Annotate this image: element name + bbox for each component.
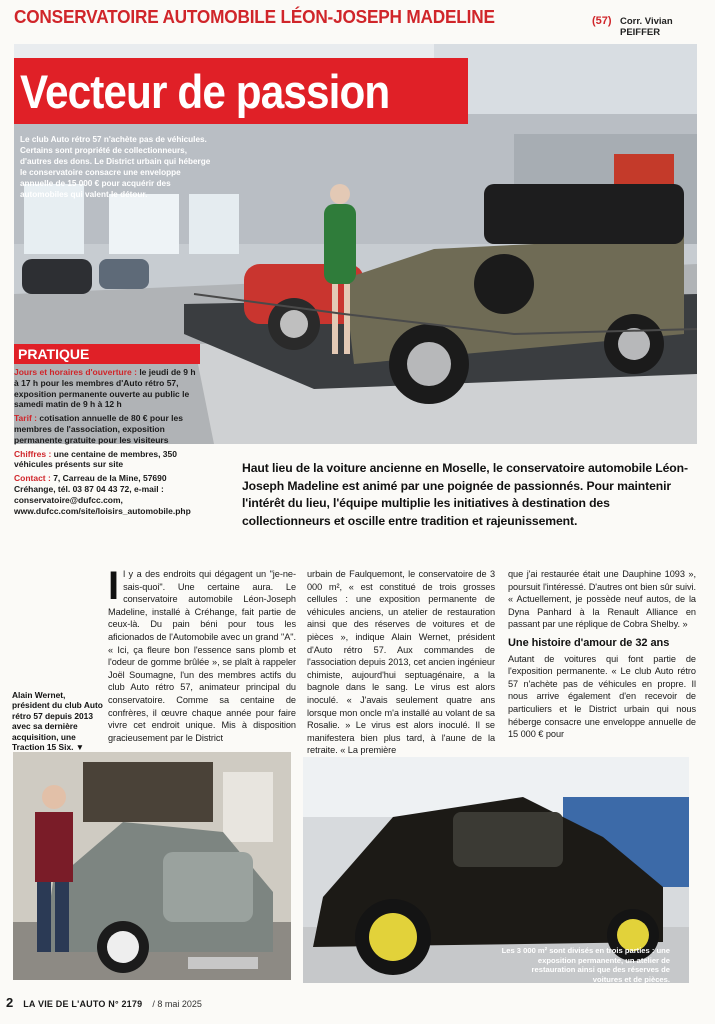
headline: Vecteur de passion: [20, 64, 390, 118]
pratique-label: Tarif :: [14, 413, 37, 424]
headline-banner: [14, 58, 468, 124]
page-header: [14, 6, 704, 38]
magazine-issue: LA VIE DE L'AUTO N° 2179: [23, 999, 143, 1009]
pratique-item-figures: [14, 449, 200, 471]
article-subhead: Une histoire d'amour de 32 ans: [508, 636, 670, 649]
issue-date: / 8 mai 2025: [152, 999, 202, 1009]
article-text: Autant de voitures qui font partie de l'exposition permanente. « Le club Auto rétro 57 n'achète pas de véhicules en propre. Il nous arrive également d'en recevoir de particuliers et le District urbain qui nous héberge consacre une enveloppe annuelle de 15 000 € pour: [508, 653, 696, 740]
pratique-item-contact: [14, 473, 200, 516]
department-code: (57): [592, 15, 612, 27]
photo-president-illustration: [13, 752, 291, 980]
pratique-label: Chiffres :: [14, 448, 52, 459]
photo-president-car: [13, 752, 291, 980]
article-text: urbain de Faulquemont, le conservatoire de 3 000 m², « est constitué de trois grosses cellules : une exposition permanente de véhicules anciens, un atelier de restauration ainsi que des réserves de voitures et de pièces », indique Alain Wernet, président d'Auto rétro 57. Aux commandes de l'association depuis 2013, cet ancien ingénieur chimiste, aujourd'hui septuagénaire, a la bagnole dans le sang. Le virus est alors inoculé. « J'avais seulement quatre ans lorsque mon oncle m'a installé au volant de sa Rosalie. » Le virus est alors inoculé. Il se manifestera bien plus tard, à l'aune de la retraite. « La première: [307, 569, 495, 756]
drop-cap: I: [108, 564, 120, 608]
pratique-label: Contact :: [14, 473, 51, 484]
pratique-label: Jours et horaires d'ouverture :: [14, 367, 137, 377]
pratique-text: le jeudi de 9 h à 17 h pour les membres d'Auto rétro 57, exposition permanente ouverte au public le samedi matin de 9 h à 12 h: [14, 367, 196, 410]
article-column-1: [108, 564, 296, 744]
rubric-title: CONSERVATOIRE AUTOMOBILE LÉON-JOSEPH MADELINE: [14, 6, 495, 27]
pratique-item-price: [14, 413, 200, 445]
pratique-text: une centaine de membres, 350 véhicules présents sur site: [14, 448, 177, 470]
photo-caption-right: Les 3 000 m² sont divisés en trois parties : une exposition permanente, un atelier de restauration ainsi que des réserves de voitures et de pièces.: [501, 946, 670, 984]
page-footer: [6, 995, 706, 1013]
pratique-list: [14, 367, 200, 519]
article-text: que j'ai restaurée était une Dauphine 1093 », poursuit l'intéressé. D'autres ont bien sûr suivi. « Actuellement, je possède neuf autos, de la Dyna Panhard à la Renault Alliance en passant par une réplique de Cobra Shelby. »: [508, 569, 696, 630]
article-text: l y a des endroits qui dégagent un "je-ne-sais-quoi". Une certaine aura. Le conservatoire automobile Léon-Joseph Madeline, installé à Créhange, fait partie de ceux-là. Du pain béni pour tous les aficionados de l'Automobile avec un grand "A". « Ici, ça fleure bon l'essence sans plomb et l'odeur de gomme brûlée », se plaît à rappeler Joël Soumagne, l'un des membres actifs du club Auto rétro 57, animateur principal du conservatoire. Comme sa centaine de confrères, il œuvre chaque année pour faire vivre cet endroit unique. Mis à disposition gracieusement par le District: [108, 569, 296, 743]
correspondent-credit: Corr. Vivian PEIFFER: [620, 16, 673, 38]
pratique-title: PRATIQUE: [14, 344, 200, 364]
article-column-3: [508, 568, 696, 741]
hero-caption: Le club Auto rétro 57 n'achète pas de véhicules. Certains sont propriété de collectionneurs, d'autres des dons. Le District urbain qui héberge le conservatoire consacre une enveloppe annuelle de 15 000 € pour acquérir des automobiles qui valent le détour.: [20, 135, 211, 199]
article-intro: Haut lieu de la voiture ancienne en Moselle, le conservatoire automobile Léon-Joseph Madeline est animé par une poignée de passionnés. Pour maintenir l'intérêt du lieu, l'équipe multiplie les initiatives à destination des collectionneurs et oscille entre tradition et rajeunissement.: [242, 461, 688, 528]
page-number: 2: [6, 995, 14, 1010]
photo-caption-left: Alain Wernet, président du club Auto rétro 57 depuis 2013 avec sa dernière acquisition, une Traction 15 Six. ▼: [12, 690, 103, 753]
pratique-text: 7, Carreau de la Mine, 57690 Créhange, tél. 03 87 04 43 72, e-mail : conservatoire@dufcc.com, www.dufcc.com/site/loisirs_automobile.php: [14, 473, 191, 516]
pratique-item-hours: [14, 367, 200, 410]
article-column-2: [307, 568, 495, 757]
pratique-text: cotisation annuelle de 80 € pour les membres de l'association, exposition permanente gratuite pour les visiteurs: [14, 413, 183, 445]
